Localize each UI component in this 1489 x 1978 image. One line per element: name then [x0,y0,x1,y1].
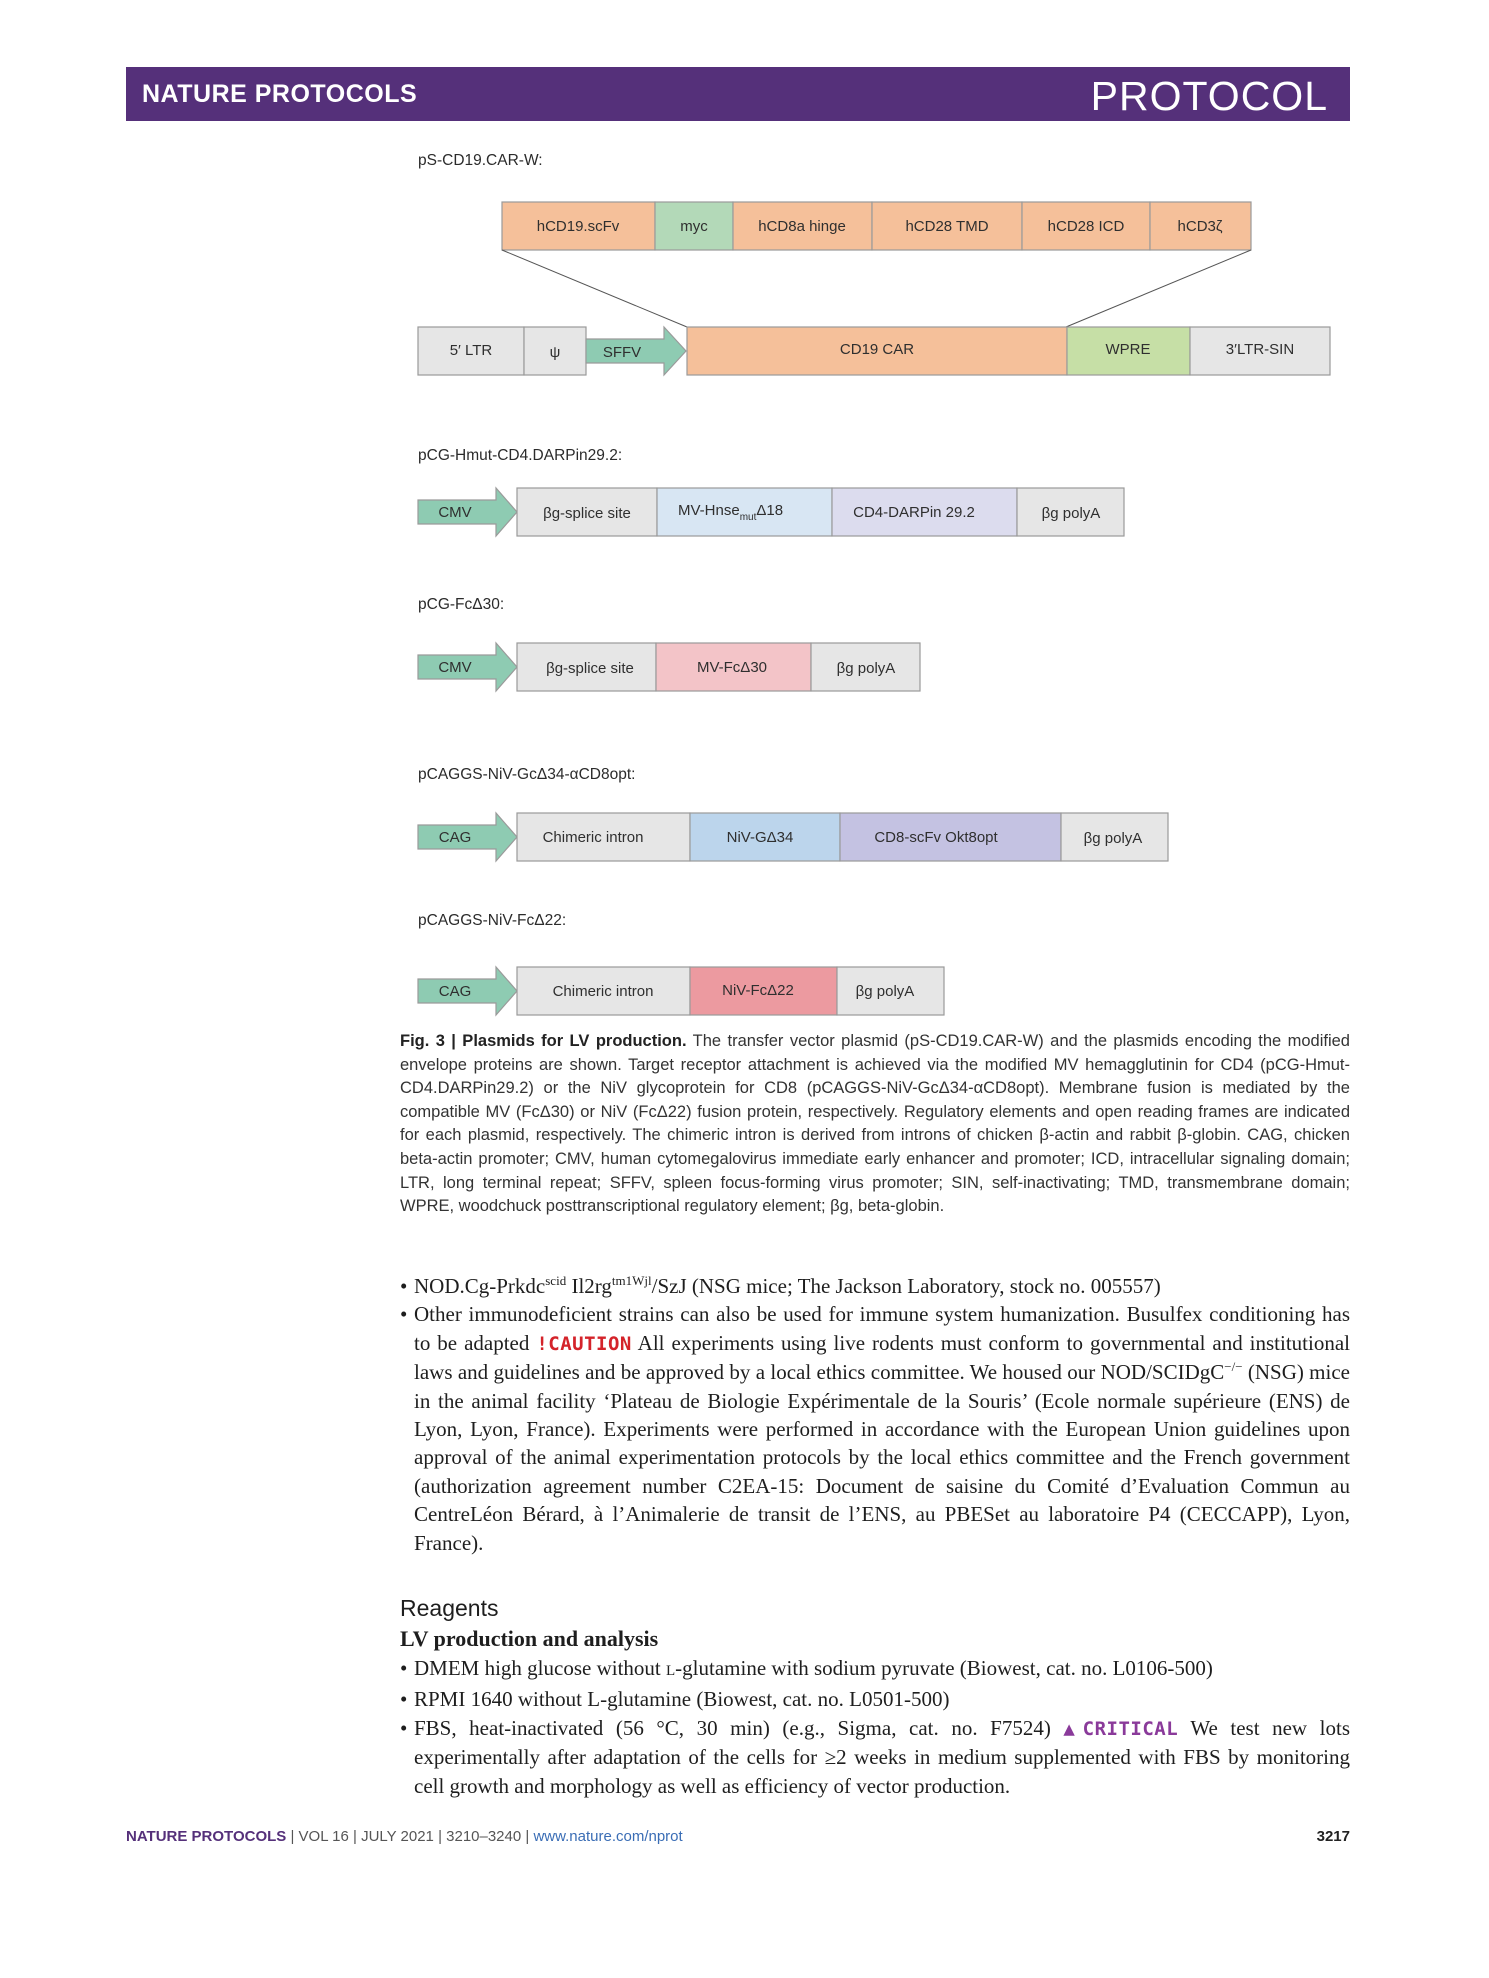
text-segment: DMEM high glucose without [414,1656,666,1680]
label-myc: myc [680,218,708,235]
superscript-scid: scid [545,1273,567,1288]
list-item-fbs [400,1714,1350,1800]
caption-title: Fig. 3 | Plasmids for LV production. [400,1032,687,1050]
journal-name: NATURE PROTOCOLS [142,80,418,108]
zoom-line-right [1066,250,1251,327]
list-item-other-strains [400,1300,1350,1557]
label-hCD28-ICD: hCD28 ICD [1047,218,1125,235]
label-bg-polyA-2: βg polyA [836,660,896,677]
plasmid-label-pS-CD19: pS-CD19.CAR-W: [418,152,543,169]
text-segment: Il2rg [566,1274,612,1298]
text-segment: -glutamine with sodium pyruvate (Biowest, cat. no. L0106-500) [675,1656,1213,1680]
article-type: PROTOCOL [1090,73,1328,119]
label-CD8-scFv-Okt8opt: CD8-scFv Okt8opt [874,829,998,846]
label-SFFV: SFFV [602,344,642,361]
figure-caption [400,1030,1350,1219]
label-hCD28-TMD: hCD28 TMD [905,218,989,235]
label-chimeric-intron-2: Chimeric intron [552,983,654,1000]
superscript-minus: −/− [1224,1359,1243,1375]
label-CD19-CAR: CD19 CAR [839,341,915,358]
plasmid-label-pCG-Hmut: pCG-Hmut-CD4.DARPin29.2: [418,447,623,464]
label-hCD3zeta: hCD3ζ [1177,218,1223,235]
footer-volume-info: | VOL 16 | JULY 2021 | 3210–3240 | [286,1828,534,1845]
label-MV-Hnse-base: MV-Hnse [678,502,740,519]
text-segment: All experiments using live rodents must conform to governmental and institutional laws and guidelines and be approved by a local ethics committee. We housed our NOD/SCIDgC [414,1330,1350,1385]
label-CAG: CAG [438,829,472,846]
text-segment: RPMI 1640 without L-glutamine (Biowest, cat. no. L0501-500) [414,1687,950,1712]
label-chimeric-intron: Chimeric intron [542,829,644,846]
label-bg-splice-site: βg-splice site [543,505,631,522]
text-segment: (NSG) mice in the animal facility ‘Plateau de Biologie Expérimentale de la Souris’ (Ecole normale supérieure (ENS) de Lyon, Lyon, France). Experiments were performed in accordance with the European Union guidelines upon approval of the animal experimentation protocols by the local ethics committee and the French government (authorization agreement number C2EA-15: Document de saisine du Comité d’Evaluation Commun au CentreLéon Bérard, à l’Animalerie de transit de l’ENS, au PBESet au laboratoire P4 (CECCAPP), Lyon, France). [414,1360,1350,1555]
label-bg-splice-site-2: βg-splice site [546,660,634,677]
footer-journal: NATURE PROTOCOLS [126,1828,287,1845]
label-bg-polyA-4: βg polyA [855,983,915,1000]
label-MV-Hnse-sub: mut [739,512,757,523]
label-hCD19-scFv: hCD19.scFv [536,218,620,235]
list-item-rpmi [400,1685,1350,1713]
plasmid-label-pCG-Fc30: pCG-FcΔ30: [418,596,505,613]
text-segment: We test new lots experimentally after adaptation of the cells for ≥2 weeks in medium supplemented with FBS by monitoring cell growth and morphology as well as efficiency of vector production. [414,1715,1351,1798]
label-3-LTR-SIN: 3′LTR-SIN [1225,341,1295,358]
critical-badge: ▲CRITICAL [1063,1717,1179,1740]
superscript-tm1Wjl: tm1Wjl [611,1273,652,1288]
label-CMV: CMV [438,504,472,521]
label-bg-polyA: βg polyA [1041,505,1101,522]
text-segment: FBS, heat-inactivated (56 °C, 30 min) (e.g., Sigma, cat. no. F7524) [414,1715,1064,1740]
footer-url-link[interactable]: www.nature.com/nprot [533,1828,683,1845]
label-CAG-2: CAG [438,983,472,1000]
label-CD4-DARPin: CD4-DARPin 29.2 [853,504,975,521]
plasmid-label-pCAGGS-NiV-Fc22: pCAGGS-NiV-FcΔ22: [418,912,567,929]
label-MV-Fc30: MV-FcΔ30 [696,659,768,676]
label-psi: ψ [549,344,561,361]
caution-badge: !CAUTION [536,1332,632,1355]
list-item-dmem [400,1654,1350,1685]
section-heading-reagents: Reagents [400,1595,499,1621]
label-MV-Hnse-suffix: Δ18 [756,502,784,519]
label-NiV-Fc22: NiV-FcΔ22 [722,982,794,999]
label-WPRE: WPRE [1105,341,1151,358]
small-caps-L: L [666,1663,676,1679]
page-number: 3217 [1316,1828,1350,1845]
text-segment: /SzJ (NSG mice; The Jackson Laboratory, stock no. 005557) [651,1274,1161,1298]
zoom-line-left [502,250,687,327]
reagents-list [400,1654,1350,1800]
label-NiV-G34: NiV-GΔ34 [726,829,794,846]
caption-text: The transfer vector plasmid (pS-CD19.CAR-W) and the plasmids encoding the modified envelope proteins are shown. Target receptor attachment is achieved via the modified MV hemagglutinin for CD4 (pCG-Hmut-CD4.DARPin29.2) or the NiV glycoprotein for CD8 (pCAGGS-NiV-GcΔ34-αCD8opt). Membrane fusion is mediated by the compatible MV (FcΔ30) or NiV (FcΔ22) fusion protein, respectively. Regulatory elements and open reading frames are indicated for each plasmid, respectively. The chimeric intron is derived from introns of chicken β-actin and rabbit β-globin. CAG, chicken beta-actin promoter; CMV, human cytomegalovirus immediate early enhancer and promoter; ICD, intracellular signaling domain; LTR, long terminal repeat; SFFV, spleen focus-forming virus promoter; SIN, self-inactivating; TMD, transmembrane domain; WPRE, woodchuck posttranscriptional regulatory element; βg, beta-globin. [400,1032,1350,1216]
text-segment: Other immunodeficient strains can also be used for immune system humanization. Busulfex conditioning has to be adapted [414,1302,1350,1355]
label-CMV-2: CMV [438,659,472,676]
text-segment: NOD.Cg-Prkdc [414,1274,546,1298]
footer-citation [126,1828,683,1845]
label-hCD8a-hinge: hCD8a hinge [758,218,846,235]
list-item-nsg-mice [400,1272,1350,1300]
label-5-LTR: 5′ LTR [449,342,493,359]
plasmid-label-pCAGGS-NiV-Gc: pCAGGS-NiV-GcΔ34-αCD8opt: [418,766,636,783]
label-bg-polyA-3: βg polyA [1083,830,1143,847]
mice-list [400,1272,1350,1557]
subheading-lv-production: LV production and analysis [400,1626,659,1651]
